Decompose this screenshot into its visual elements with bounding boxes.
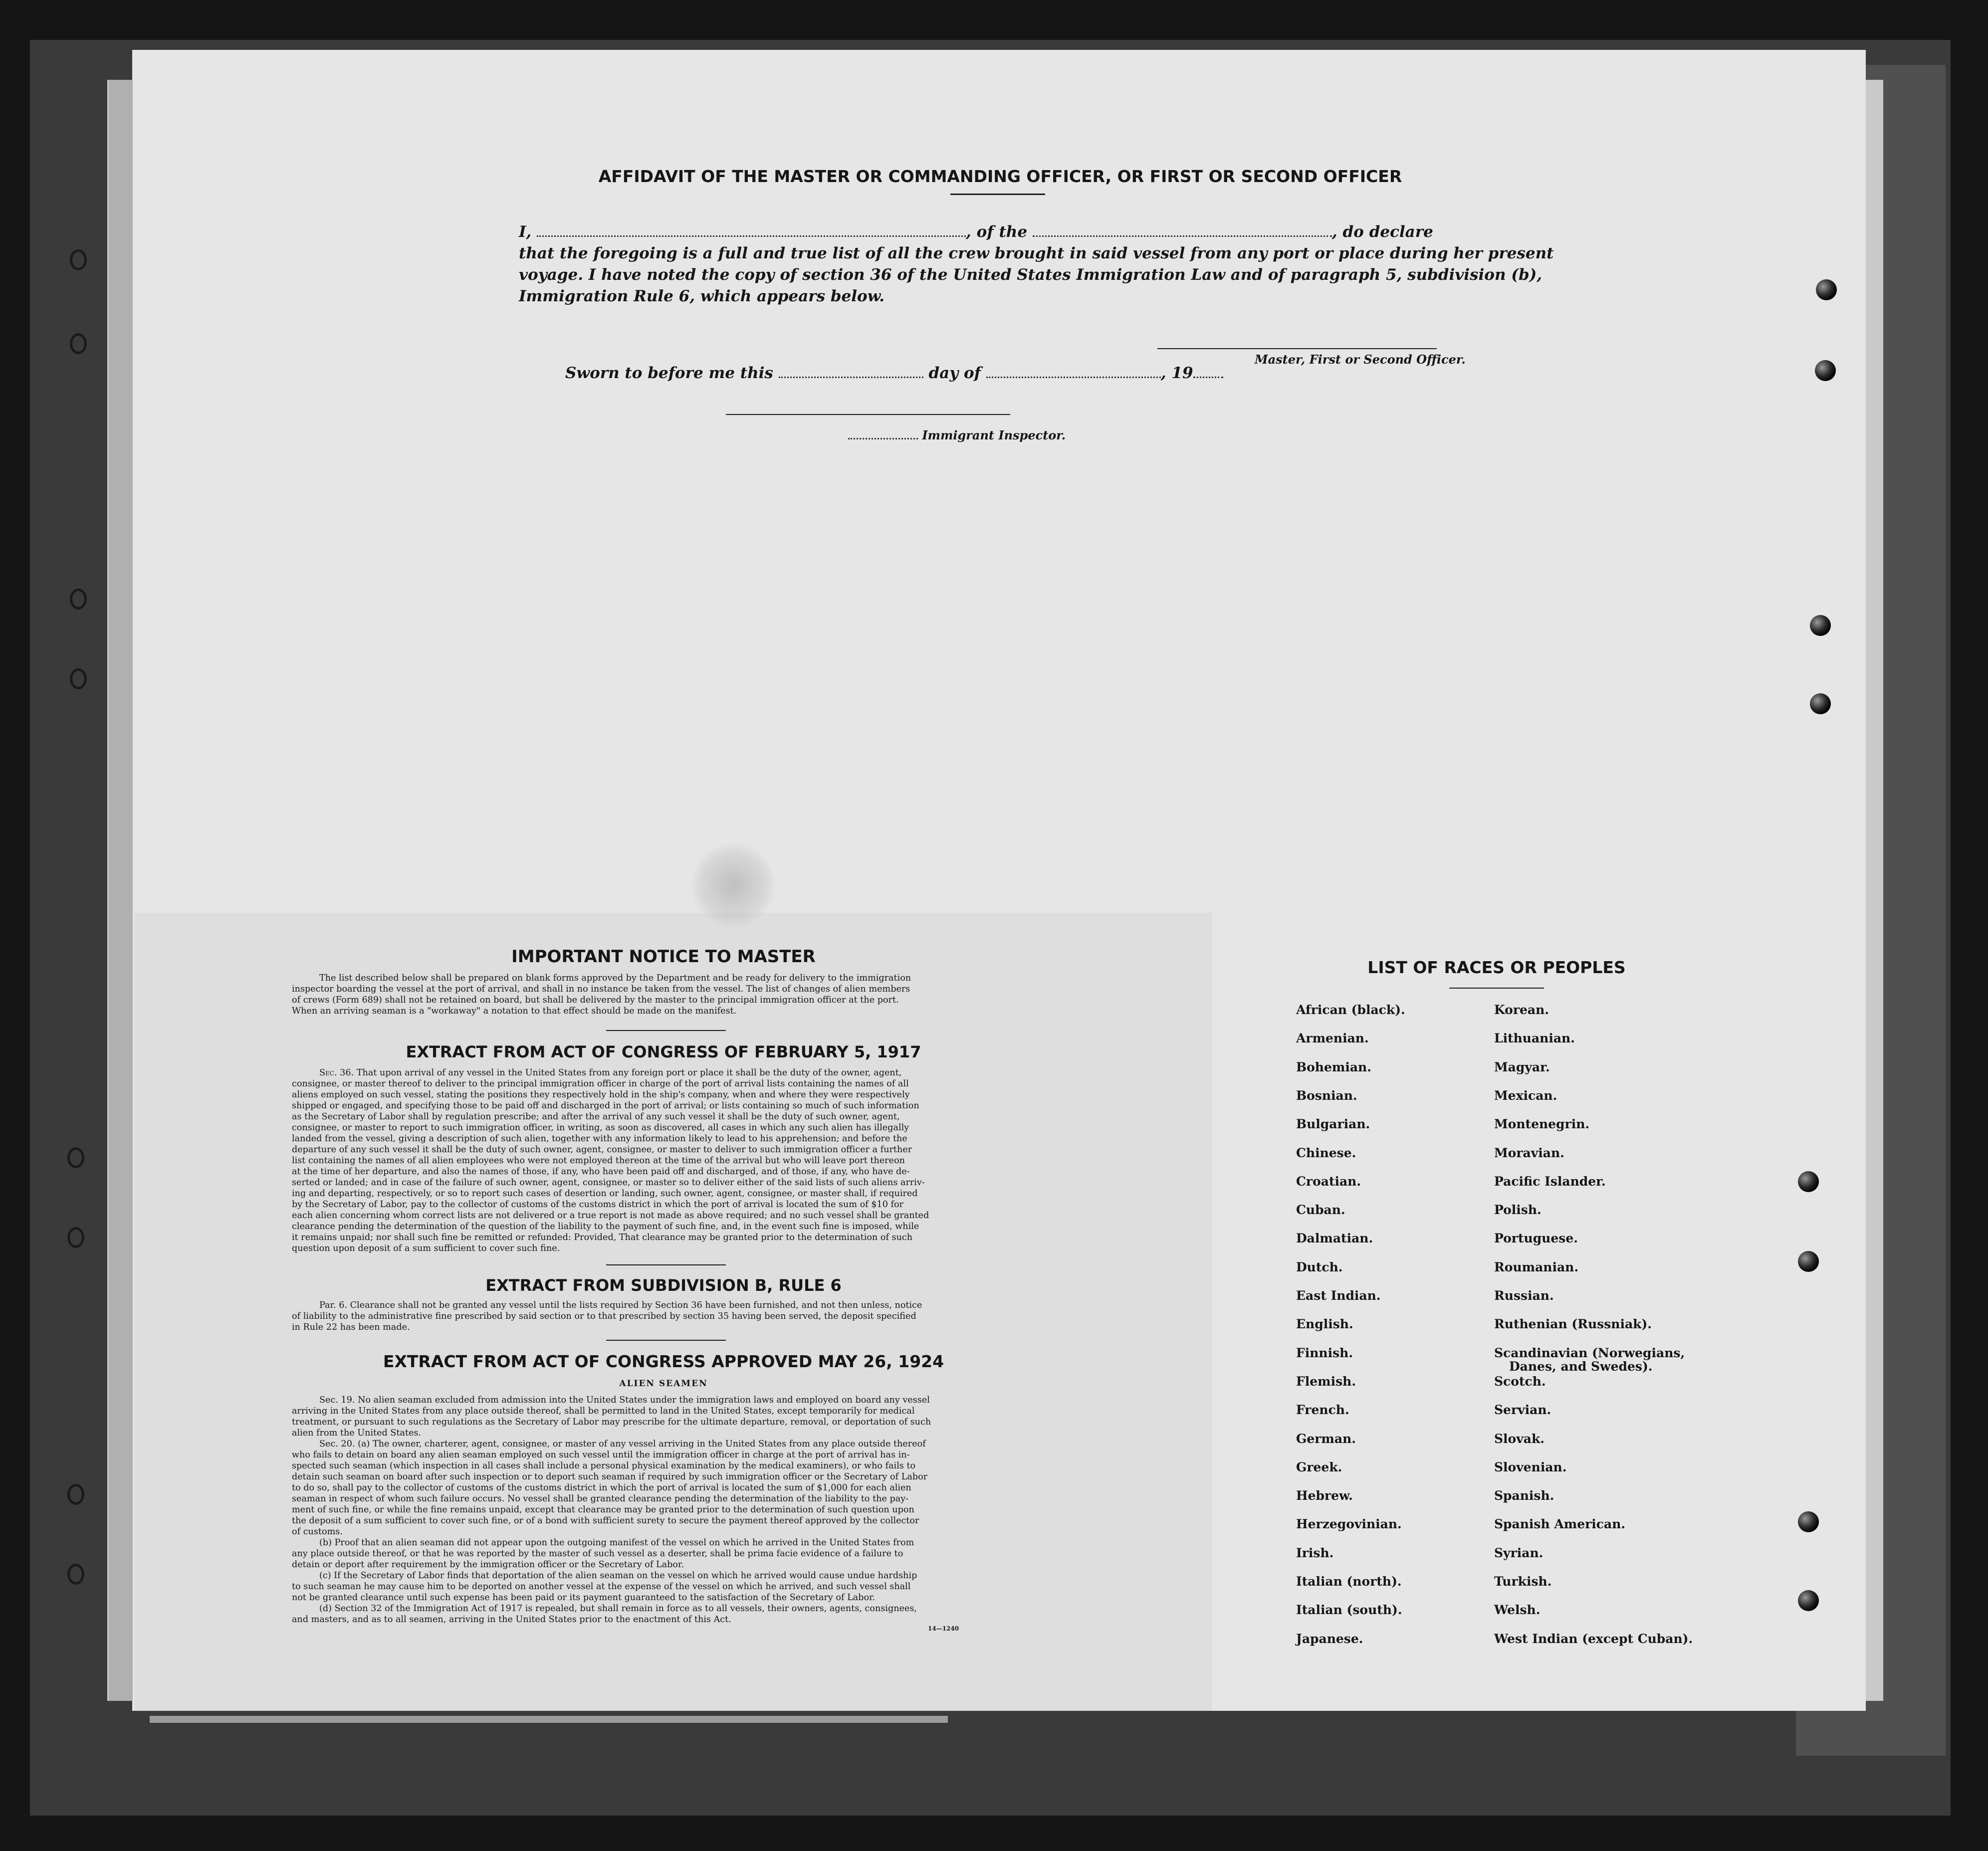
punch-hole-icon [1798,1251,1819,1272]
race-item: Slovenian. [1494,1459,1567,1474]
punch-hole-icon [1798,1590,1819,1611]
section-36-label: Sec. 36. [319,1068,354,1078]
inspector-label [848,428,1066,442]
affidavit-line-3: voyage. I have noted the copy of section 36 of the United States Immigration Law and of paragraph 5, subdivision (b), [519,266,1543,284]
faded-stamp-icon [691,843,776,928]
extract-1924-line: and masters, and as to all seamen, arriving in the United States prior to the enactment of this Act. [292,1615,731,1625]
extract-1917-line: it remains unpaid; nor shall such fine be remitted or refunded: Provided, That clearance may be granted prior to the determination of such [292,1233,913,1242]
extract-1917-line: list containing the names of all alien employees who were not employed thereon at the time of the arrival but who will leave port thereon [292,1156,905,1166]
extract-1917-line: as the Secretary of Labor shall by regulation prescribe; and after the arrival of any such vessel it shall be the duty of such owner, agent, [292,1112,900,1122]
affidavit-i-label: I, [519,223,532,241]
extract-1924-line: to such seaman he may cause him to be deported on another vessel at the expense of the vessel on which he arrived, and such vessel shall [292,1582,911,1592]
race-item: Croatian. [1296,1174,1361,1189]
race-item: Japanese. [1296,1631,1363,1646]
affidavit-title-rule [950,194,1045,195]
race-item: Pacific Islander. [1494,1174,1606,1189]
race-item: Greek. [1296,1459,1342,1474]
binding-ring-icon [67,1227,84,1248]
extract-1924-line: treatment, or pursuant to such regulations as the Secretary of Labor may prescribe for the ultimate departure, removal, or deportation of such [292,1417,931,1427]
binding-ring-icon [67,1147,84,1168]
race-item: Danes, and Swedes). [1509,1359,1653,1374]
extract-1924-line: alien from the United States. [292,1428,422,1438]
extract-rule6-paragraph [292,1300,1030,1333]
inspector-signature-line[interactable] [726,414,1010,415]
extract-1924-line: who fails to detain on board any alien seaman employed on such vessel until the immigration officer in charge at the port of arrival has in- [292,1450,910,1460]
notice-paragraph [292,973,1030,1017]
punch-hole-icon [1810,693,1831,714]
extract-1917-line: clearance pending the determination of the question of the liability to the payment of such fine, and, in the event such fine is imposed, while [292,1222,919,1232]
master-signature-line[interactable] [1157,348,1437,349]
extract-1917-line: at the time of her departure, and also the names of those, if any, who have been paid off and discharged, and of those, if any, who have de- [292,1167,910,1177]
race-item: Montenegrin. [1494,1117,1590,1132]
race-item: Slovak. [1494,1431,1545,1446]
notice-line: The list described below shall be prepared on blank forms approved by the Department and be ready for delivery to the immigration [319,973,911,983]
extract-1917-line: ing and departing, respectively, or so to report such cases of desertion or landing, such owner, agent, consignee, or master shall, if required [292,1189,918,1199]
extract-1917-line: shipped or engaged, and specifying those to be paid off and discharged in the port of arrival; or lists containing so much of such information [292,1101,919,1111]
race-item: Italian (north). [1296,1574,1402,1589]
race-item: Dutch. [1296,1259,1343,1274]
extract-1917-line-text: That upon arrival of any vessel in the United States from any foreign port or place it shall be the duty of the owner, agent, [356,1068,902,1078]
extract-rule6-line: in Rule 22 has been made. [292,1322,410,1332]
extract-1924-line: (d) Section 32 of the Immigration Act of 1917 is repealed, but shall remain in force as to all vessels, their owners, agents, consignees, [319,1604,917,1614]
extract-1924-line: to do so, shall pay to the collector of customs of the customs district in which the port of arrival is located the sum of $1,000 for each alien [292,1483,911,1493]
notice-line: of crews (Form 689) shall not be retained on board, but shall be delivered by the master to the principal immigration officer at the port. [292,995,899,1005]
race-item: Portuguese. [1494,1231,1578,1246]
bottom-sheet-edge [150,1716,948,1723]
extract-1924-line: arriving in the United States from any place outside thereof, shall be permitted to land in the United States, except temporarily for medical [292,1406,915,1416]
extract-1917-line: aliens employed on such vessel, stating the positions they respectively hold in the ship's company, when and where they were respectively [292,1090,910,1100]
race-item: Syrian. [1494,1545,1544,1560]
extract-1924-line: Sec. 19. No alien seaman excluded from admission into the United States under the immigration laws and employed on board any vessel [319,1395,930,1405]
race-item: Russian. [1494,1288,1554,1303]
race-item: Cuban. [1296,1203,1345,1218]
extract-1917-rule [606,1264,726,1265]
extract-rule6-line: Par. 6. Clearance shall not be granted any vessel until the lists required by Section 36 have been furnished, and not then unless, notice [319,1300,922,1310]
punch-hole-icon [1816,279,1837,300]
race-item: Italian (south). [1296,1603,1402,1618]
extract-1917-paragraph [292,1067,1030,1254]
affidavit-line-1 [519,223,1433,241]
vessel-name-field[interactable] [1033,223,1332,237]
extract-1924-line: (c) If the Secretary of Labor finds that deportation of the alien seaman on the vessel on which he arrived would cause undue hardship [319,1571,917,1581]
master-signature-label: Master, First or Second Officer. [1255,352,1466,367]
extract-1917-line: departure of any such vessel it shall be the duty of such owner, agent, consignee, or master to deliver to such immigration officer a further [292,1145,912,1155]
race-item: Roumanian. [1494,1259,1579,1274]
punch-hole-icon [1815,360,1836,381]
extract-rule6-rule [606,1340,726,1341]
binding-ring-icon [67,1564,84,1585]
race-item: Ruthenian (Russniak). [1494,1317,1652,1332]
extract-1917-line [292,1067,1030,1078]
races-title: LIST OF RACES OR PEOPLES [1367,958,1626,977]
extract-1924-line: seaman in respect of whom such failure occurs. No vessel shall be granted clearance pending the determination of the liability to the pay- [292,1494,909,1504]
extract-1917-line: consignee, or master thereof to deliver to the principal immigration officer in charge of the port of arrival lists containing the names of all [292,1079,909,1089]
sworn-day-field[interactable] [779,365,923,378]
race-item: Bulgarian. [1296,1117,1370,1132]
sworn-year-field[interactable] [1193,365,1223,378]
inspector-prefix-dots [848,432,918,439]
race-item: French. [1296,1403,1349,1418]
race-item: African (black). [1296,1003,1405,1017]
extract-1924-paragraph [292,1395,1030,1625]
race-item: West Indian (except Cuban). [1494,1631,1693,1646]
sworn-month-field[interactable] [986,365,1161,378]
punch-hole-icon [1810,615,1831,636]
notice-title: IMPORTANT NOTICE TO MASTER [511,947,816,967]
race-item: East Indian. [1296,1288,1381,1303]
sworn-prefix-label: Sworn to before me this [565,364,773,382]
sworn-line [565,364,1223,382]
affidavit-title: AFFIDAVIT OF THE MASTER OR COMMANDING OFFICER, OR FIRST OR SECOND OFFICER [598,167,1402,186]
extract-1924-line: spected such seaman (which inspection in all cases shall include a personal physical examination by the medical examiners), or who fails to [292,1461,916,1471]
race-item: Servian. [1494,1403,1551,1418]
extract-1924-line: not be granted clearance until such expense has been paid or its payment guaranteed to the satisfaction of the Secretary of Labor. [292,1593,876,1603]
race-item: Finnish. [1296,1345,1353,1360]
extract-1924-line: Sec. 20. (a) The owner, charterer, agent, consignee, or master of any vessel arriving in the United States from any place outside thereof [319,1439,926,1449]
form-number: 14—1240 [928,1625,959,1632]
race-item: Welsh. [1494,1603,1541,1618]
race-item: Hebrew. [1296,1488,1353,1503]
extract-1924-title: EXTRACT FROM ACT OF CONGRESS APPROVED MAY 26, 1924 [383,1352,944,1371]
race-item: English. [1296,1317,1353,1332]
notice-line: When an arriving seaman is a "workaway" a notation to that effect should be made on the manifest. [292,1006,737,1016]
sworn-year-label: , 19 [1160,364,1193,382]
notice-line: inspector boarding the vessel at the port of arrival, and shall in no instance be taken from the vessel. The list of changes of alien members [292,984,910,994]
inspector-label-text: Immigrant Inspector. [922,428,1066,442]
extract-1924-line: any place outside thereof, or that he was reported by the master of such vessel as a deserter, shall be prima facie evidence of a failure to [292,1549,903,1559]
binding-ring-icon [70,589,87,610]
race-item: Spanish American. [1494,1517,1626,1532]
binding-ring-icon [70,668,87,689]
race-item: Turkish. [1494,1574,1552,1589]
races-title-rule [1449,988,1544,989]
race-item: Magyar. [1494,1059,1550,1074]
race-item: Korean. [1494,1003,1549,1017]
extract-1917-line: each alien concerning whom correct lists are not delivered or a true report is not made as above required; and no such vessel shall be granted [292,1211,929,1221]
extract-1917-line: consignee, or master to report to such immigration officer, in writing, as soon as discovered, all cases in which any such alien has illegally [292,1123,909,1133]
race-item: Bohemian. [1296,1059,1371,1074]
binding-ring-icon [70,333,87,354]
alien-seamen-subhead: ALIEN SEAMEN [619,1379,708,1389]
affidavit-line-2: that the foregoing is a full and true list of all the crew brought in said vessel from any port or place during her present [519,244,1554,262]
affidavit-of-label: , of the [966,223,1028,241]
race-item: Scandinavian (Norwegians, [1494,1345,1685,1360]
extract-1917-line: serted or landed; and in case of the failure of such owner, agent, consignee, or master so to deliver either of the said lists of such aliens arriv- [292,1178,925,1188]
affidavit-declare-label: , do declare [1331,223,1433,241]
binding-ring-icon [67,1484,84,1505]
race-item: Bosnian. [1296,1088,1357,1103]
extract-1924-line: of customs. [292,1527,343,1537]
race-item: Moravian. [1494,1145,1564,1160]
notice-rule [606,1030,726,1031]
extract-1917-line: landed from the vessel, giving a description of such alien, together with any information likely to lead to his apprehension; and before the [292,1134,907,1144]
sworn-day-of-label: day of [928,364,981,382]
extract-1924-line: detain such seaman on board after such inspection or to deport such seaman if required by such immigration officer or the Secretary of Labor [292,1472,928,1482]
extract-1924-line: (b) Proof that an alien seaman did not appear upon the outgoing manifest of the vessel on which he arrived in the United States from [319,1538,914,1548]
race-item: Mexican. [1494,1088,1557,1103]
race-item: Herzegovinian. [1296,1517,1402,1532]
extract-1924-line: ment of such fine, or while the fine remains unpaid, except that clearance may be granted prior to the determination of such question upon [292,1505,914,1515]
extract-rule6-title: EXTRACT FROM SUBDIVISION B, RULE 6 [485,1276,842,1295]
race-item: Flemish. [1296,1374,1356,1389]
extract-1924-line: the deposit of a sum sufficient to cover such fine, or of a bond with sufficient surety to secure the payment thereof approved by the collector [292,1516,919,1526]
race-item: Irish. [1296,1545,1334,1560]
punch-hole-icon [1798,1171,1819,1192]
binding-ring-icon [70,249,87,270]
extract-1917-line: by the Secretary of Labor, pay to the collector of customs of the customs district in which the port of arrival is located the sum of $10 for [292,1200,904,1210]
punch-hole-icon [1798,1511,1819,1532]
race-item: Chinese. [1296,1145,1356,1160]
race-item: Polish. [1494,1203,1542,1218]
race-item: German. [1296,1431,1356,1446]
race-item: Armenian. [1296,1031,1369,1046]
race-item: Scotch. [1494,1374,1546,1389]
race-item: Spanish. [1494,1488,1554,1503]
officer-name-field[interactable] [537,223,966,237]
extract-1924-line: detain or deport after requirement by the immigration officer or the Secretary of Labor. [292,1560,684,1570]
extract-rule6-line: of liability to the administrative fine prescribed by said section or to that prescribed by section 35 having been served, the deposit specified [292,1311,916,1321]
extract-1917-line: question upon deposit of a sum sufficient to cover such fine. [292,1243,560,1253]
extract-1917-title: EXTRACT FROM ACT OF CONGRESS OF FEBRUARY 5, 1917 [406,1042,921,1061]
left-sheet-edge [109,80,133,1701]
race-item: Dalmatian. [1296,1231,1373,1246]
affidavit-line-4: Immigration Rule 6, which appears below. [519,287,885,305]
race-item: Lithuanian. [1494,1031,1575,1046]
